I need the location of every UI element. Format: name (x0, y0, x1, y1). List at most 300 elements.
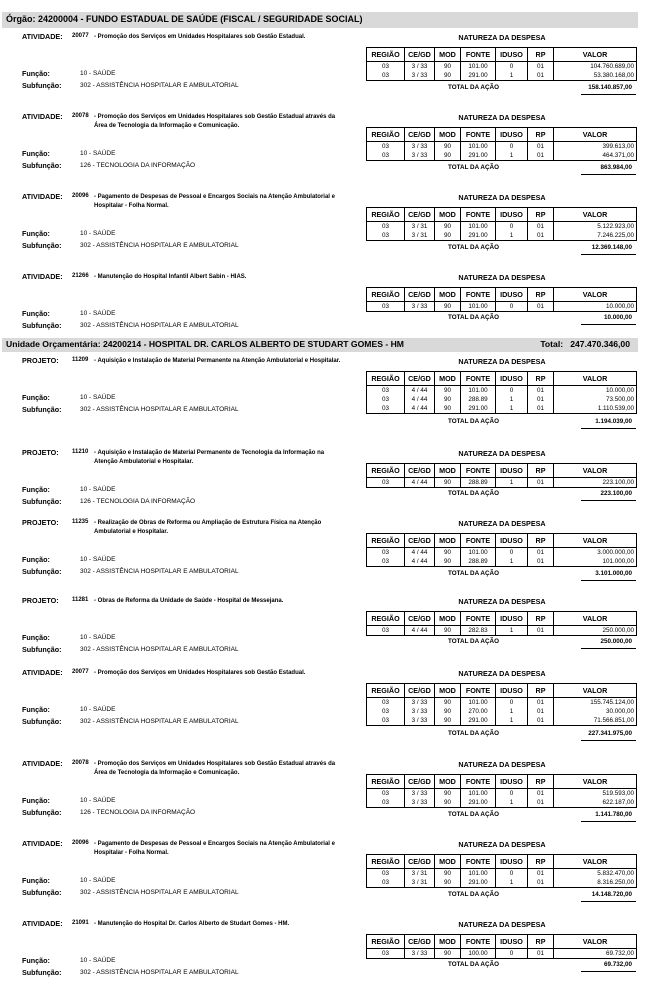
table-cell: 90 (435, 302, 461, 312)
table-cell: 01 (528, 789, 554, 799)
table-cell: 3.000.000,00 (554, 548, 637, 558)
subfuncao-label: Subfunção: (22, 405, 62, 414)
column-header: CE/GD (405, 775, 435, 789)
block-type: ATIVIDADE: (22, 759, 63, 768)
table-cell: 01 (528, 716, 554, 726)
table-cell: 399.613,00 (554, 142, 637, 152)
total-acao-label: TOTAL DA AÇÃO (448, 891, 499, 898)
table-cell: 03 (367, 395, 405, 404)
table-cell: 01 (528, 869, 554, 879)
column-header: FONTE (461, 534, 496, 548)
column-header: FONTE (461, 208, 496, 222)
column-header: MOD (435, 288, 461, 302)
table-cell: 90 (435, 71, 461, 81)
total-acao-label: TOTAL DA AÇÃO (448, 570, 499, 577)
table-cell: 90 (435, 789, 461, 799)
table-cell: 01 (528, 707, 554, 716)
funcao-value: 10 - SAÚDE (80, 310, 116, 317)
funcao-label: Função: (22, 69, 50, 78)
subfuncao-value: 302 - ASSISTÊNCIA HOSPITALAR E AMBULATORIAL (80, 969, 239, 976)
total-acao-label: TOTAL DA AÇÃO (448, 418, 499, 425)
block-code: 11281 (72, 597, 89, 603)
column-header: RP (528, 372, 554, 386)
table-cell: 519.593,00 (554, 789, 637, 799)
column-header: RP (528, 534, 554, 548)
table-cell: 10.000,00 (554, 302, 637, 312)
total-acao-row (366, 960, 636, 971)
table-cell: 223.100,00 (554, 478, 637, 488)
action-block (0, 596, 645, 674)
natureza-heading: NATUREZA DA DESPESA (458, 33, 546, 42)
table-cell: 03 (367, 869, 405, 879)
table-cell: 01 (528, 142, 554, 152)
total-acao-value: 223.100,00 (600, 490, 632, 497)
table-header-row (367, 208, 637, 222)
column-header: CE/GD (405, 534, 435, 548)
subfuncao-value: 126 - TECNOLOGIA DA INFORMAÇÃO (80, 162, 196, 169)
action-block (0, 32, 645, 110)
table-cell: 90 (435, 707, 461, 716)
table-row (367, 869, 637, 879)
column-header: FONTE (461, 128, 496, 142)
table-cell: 0 (496, 789, 528, 799)
column-header: CE/GD (405, 48, 435, 62)
natureza-table (366, 934, 637, 959)
table-cell: 01 (528, 302, 554, 312)
block-type: ATIVIDADE: (22, 192, 63, 201)
total-underline (581, 94, 636, 95)
block-type: ATIVIDADE: (22, 112, 63, 121)
column-header: REGIÃO (367, 935, 405, 949)
table-cell: 90 (435, 878, 461, 888)
total-acao-row (366, 810, 636, 821)
column-header: MOD (435, 684, 461, 698)
table-cell: 270.00 (461, 707, 496, 716)
funcao-value: 10 - SAÚDE (80, 957, 116, 964)
table-row (367, 798, 637, 808)
table-cell: 101.00 (461, 62, 496, 72)
column-header: IDUSO (496, 48, 528, 62)
action-block (0, 356, 645, 434)
table-cell: 03 (367, 71, 405, 81)
table-cell: 101.00 (461, 222, 496, 232)
natureza-heading: NATUREZA DA DESPESA (458, 273, 546, 282)
total-underline (581, 740, 636, 741)
column-header: FONTE (461, 855, 496, 869)
subfuncao-label: Subfunção: (22, 161, 62, 170)
column-header: RP (528, 128, 554, 142)
table-cell: 03 (367, 707, 405, 716)
column-header: CE/GD (405, 288, 435, 302)
block-code: 21091 (72, 920, 89, 926)
natureza-heading: NATUREZA DA DESPESA (458, 669, 546, 678)
table-cell: 0 (496, 698, 528, 708)
total-acao-row (366, 637, 636, 648)
table-cell: 291.00 (461, 151, 496, 161)
table-cell: 291.00 (461, 404, 496, 414)
subfuncao-label: Subfunção: (22, 888, 62, 897)
column-header: RP (528, 464, 554, 478)
total-acao-label: TOTAL DA AÇÃO (448, 638, 499, 645)
column-header: FONTE (461, 612, 496, 626)
total-underline (581, 648, 636, 649)
table-row (367, 789, 637, 799)
table-cell: 90 (435, 142, 461, 152)
table-header-row (367, 534, 637, 548)
table-header-row (367, 48, 637, 62)
block-code: 11210 (72, 449, 89, 455)
table-cell: 0 (496, 386, 528, 396)
subfuncao-label: Subfunção: (22, 567, 62, 576)
table-cell: 73.500,00 (554, 395, 637, 404)
natureza-table (366, 207, 637, 241)
natureza-heading: NATUREZA DA DESPESA (458, 920, 546, 929)
column-header: CE/GD (405, 208, 435, 222)
funcao-label: Função: (22, 956, 50, 965)
subfuncao-label: Subfunção: (22, 968, 62, 977)
subfuncao-label: Subfunção: (22, 81, 62, 90)
natureza-table (366, 533, 637, 567)
column-header: MOD (435, 372, 461, 386)
total-acao-row (366, 569, 636, 580)
table-cell: 0 (496, 548, 528, 558)
column-header: FONTE (461, 372, 496, 386)
orgao-header (2, 12, 638, 28)
column-header: VALOR (554, 208, 637, 222)
column-header: VALOR (554, 935, 637, 949)
table-cell: 101.000,00 (554, 557, 637, 567)
column-header: CE/GD (405, 935, 435, 949)
table-cell: 03 (367, 698, 405, 708)
table-cell: 03 (367, 478, 405, 488)
natureza-heading: NATUREZA DA DESPESA (458, 760, 546, 769)
table-cell: 7.246.225,00 (554, 231, 637, 241)
total-underline (581, 500, 636, 501)
total-acao-label: TOTAL DA AÇÃO (448, 244, 499, 251)
table-row (367, 395, 637, 404)
block-code: 20077 (72, 33, 89, 39)
table-cell: 291.00 (461, 71, 496, 81)
total-underline (581, 971, 636, 972)
funcao-value: 10 - SAÚDE (80, 877, 116, 884)
table-cell: 3 / 33 (405, 949, 435, 959)
funcao-value: 10 - SAÚDE (80, 486, 116, 493)
unidade-total-value: 247.470.346,00 (570, 339, 630, 349)
block-type: PROJETO: (22, 518, 59, 527)
table-row (367, 949, 637, 959)
total-underline (581, 428, 636, 429)
natureza-heading: NATUREZA DA DESPESA (458, 519, 546, 528)
total-acao-label: TOTAL DA AÇÃO (448, 730, 499, 737)
block-description: - Manutenção do Hospital Infantil Albert Sabin - HIAS. (94, 274, 247, 280)
table-cell: 90 (435, 478, 461, 488)
total-acao-value: 69.732,00 (603, 961, 632, 968)
table-cell: 100.00 (461, 949, 496, 959)
table-cell: 1 (496, 395, 528, 404)
table-header-row (367, 128, 637, 142)
total-underline (581, 254, 636, 255)
table-row (367, 142, 637, 152)
table-cell: 3 / 33 (405, 789, 435, 799)
total-underline (581, 174, 636, 175)
natureza-heading: NATUREZA DA DESPESA (458, 597, 546, 606)
funcao-label: Função: (22, 633, 50, 642)
table-cell: 90 (435, 62, 461, 72)
column-header: FONTE (461, 48, 496, 62)
table-cell: 90 (435, 626, 461, 636)
table-cell: 101.00 (461, 302, 496, 312)
column-header: MOD (435, 128, 461, 142)
subfuncao-label: Subfunção: (22, 717, 62, 726)
total-acao-value: 1.194.039,00 (595, 418, 632, 425)
table-row (367, 404, 637, 414)
column-header: IDUSO (496, 534, 528, 548)
table-cell: 4 / 44 (405, 626, 435, 636)
table-header-row (367, 372, 637, 386)
column-header: REGIÃO (367, 48, 405, 62)
natureza-table (366, 774, 637, 808)
funcao-value: 10 - SAÚDE (80, 634, 116, 641)
natureza-table (366, 611, 637, 636)
block-type: ATIVIDADE: (22, 839, 63, 848)
column-header: IDUSO (496, 208, 528, 222)
table-cell: 90 (435, 698, 461, 708)
total-acao-row (366, 313, 636, 324)
total-acao-value: 14.148.720,00 (591, 891, 632, 898)
table-cell: 01 (528, 548, 554, 558)
column-header: FONTE (461, 464, 496, 478)
total-underline (581, 901, 636, 902)
table-cell: 3 / 31 (405, 878, 435, 888)
column-header: CE/GD (405, 464, 435, 478)
column-header: VALOR (554, 612, 637, 626)
column-header: IDUSO (496, 372, 528, 386)
action-block (0, 919, 645, 997)
total-acao-label: TOTAL DA AÇÃO (448, 811, 499, 818)
total-acao-value: 250.000,00 (600, 638, 632, 645)
table-cell: 01 (528, 222, 554, 232)
subfuncao-value: 302 - ASSISTÊNCIA HOSPITALAR E AMBULATORIAL (80, 646, 239, 653)
table-cell: 1 (496, 878, 528, 888)
table-cell: 90 (435, 231, 461, 241)
column-header: VALOR (554, 372, 637, 386)
table-cell: 03 (367, 151, 405, 161)
block-type: ATIVIDADE: (22, 272, 63, 281)
block-code: 11235 (72, 519, 89, 525)
table-cell: 8.316.250,00 (554, 878, 637, 888)
table-cell: 1 (496, 404, 528, 414)
table-cell: 0 (496, 302, 528, 312)
column-header: IDUSO (496, 855, 528, 869)
table-header-row (367, 855, 637, 869)
table-cell: 288.89 (461, 478, 496, 488)
natureza-table (366, 854, 637, 888)
block-description: - Aquisição e Instalação de Material Permanente de Tecnologia da Informação na Atenção Ambulatorial e Hospitalar. (94, 450, 325, 465)
table-cell: 03 (367, 142, 405, 152)
funcao-label: Função: (22, 555, 50, 564)
total-acao-row (366, 417, 636, 428)
column-header: MOD (435, 612, 461, 626)
subfuncao-label: Subfunção: (22, 808, 62, 817)
table-row (367, 878, 637, 888)
funcao-label: Função: (22, 705, 50, 714)
table-cell: 3 / 33 (405, 698, 435, 708)
table-cell: 291.00 (461, 231, 496, 241)
table-cell: 90 (435, 798, 461, 808)
natureza-table (366, 127, 637, 161)
table-cell: 01 (528, 478, 554, 488)
unidade-title: Unidade Orçamentária: 24200214 - HOSPITAL DR. CARLOS ALBERTO DE STUDART GOMES - HM (6, 339, 404, 349)
total-underline (581, 580, 636, 581)
table-cell: 0 (496, 949, 528, 959)
table-cell: 90 (435, 869, 461, 879)
table-row (367, 71, 637, 81)
table-cell: 464.371,00 (554, 151, 637, 161)
column-header: RP (528, 775, 554, 789)
action-block (0, 759, 645, 837)
natureza-heading: NATUREZA DA DESPESA (458, 193, 546, 202)
table-cell: 01 (528, 557, 554, 567)
action-block (0, 112, 645, 190)
table-cell: 03 (367, 949, 405, 959)
table-cell: 01 (528, 798, 554, 808)
funcao-label: Função: (22, 149, 50, 158)
block-description: - Manutenção do Hospital Dr. Carlos Alberto de Studart Gomes - HM. (94, 921, 290, 927)
column-header: REGIÃO (367, 684, 405, 698)
table-row (367, 626, 637, 636)
table-cell: 101.00 (461, 869, 496, 879)
column-header: FONTE (461, 288, 496, 302)
table-cell: 5.832.470,00 (554, 869, 637, 879)
table-cell: 03 (367, 222, 405, 232)
column-header: REGIÃO (367, 612, 405, 626)
column-header: VALOR (554, 464, 637, 478)
block-description: - Promoção dos Serviços em Unidades Hospitalares sob Gestão Estadual. (94, 670, 306, 676)
natureza-heading: NATUREZA DA DESPESA (458, 449, 546, 458)
funcao-value: 10 - SAÚDE (80, 230, 116, 237)
table-cell: 3 / 33 (405, 798, 435, 808)
action-block (0, 192, 645, 270)
table-row (367, 222, 637, 232)
table-cell: 101.00 (461, 548, 496, 558)
total-acao-value: 863.984,00 (600, 164, 632, 171)
funcao-label: Função: (22, 796, 50, 805)
total-acao-label: TOTAL DA AÇÃO (448, 314, 499, 321)
funcao-label: Função: (22, 876, 50, 885)
block-description: - Realização de Obras de Reforma ou Ampliação de Estrutura Física na Atenção Ambulatorial e Hospitalar. (94, 520, 322, 535)
natureza-table (366, 287, 637, 312)
block-code: 11209 (72, 357, 89, 363)
funcao-value: 10 - SAÚDE (80, 797, 116, 804)
total-underline (581, 821, 636, 822)
funcao-label: Função: (22, 229, 50, 238)
table-cell: 1 (496, 231, 528, 241)
column-header: MOD (435, 855, 461, 869)
table-cell: 10.000,00 (554, 386, 637, 396)
funcao-value: 10 - SAÚDE (80, 706, 116, 713)
table-cell: 01 (528, 878, 554, 888)
column-header: MOD (435, 534, 461, 548)
table-cell: 1 (496, 557, 528, 567)
column-header: CE/GD (405, 684, 435, 698)
column-header: VALOR (554, 775, 637, 789)
table-cell: 291.00 (461, 878, 496, 888)
table-row (367, 231, 637, 241)
table-row (367, 62, 637, 72)
total-acao-value: 1.141.780,00 (595, 811, 632, 818)
table-cell: 03 (367, 302, 405, 312)
table-cell: 282.83 (461, 626, 496, 636)
natureza-table (366, 463, 637, 488)
total-acao-value: 3.101.000,00 (595, 570, 632, 577)
column-header: FONTE (461, 935, 496, 949)
table-cell: 4 / 44 (405, 478, 435, 488)
action-block (0, 668, 645, 746)
column-header: RP (528, 288, 554, 302)
table-cell: 90 (435, 222, 461, 232)
table-cell: 3 / 33 (405, 151, 435, 161)
table-cell: 288.89 (461, 395, 496, 404)
action-block (0, 839, 645, 917)
block-description: - Pagamento de Despesas de Pessoal e Encargos Sociais na Atenção Ambulatorial e Hospitalar - Folha Normal. (94, 194, 335, 209)
table-cell: 1 (496, 707, 528, 716)
table-cell: 1 (496, 478, 528, 488)
table-header-row (367, 612, 637, 626)
table-cell: 3 / 33 (405, 707, 435, 716)
table-cell: 1.110.539,00 (554, 404, 637, 414)
table-cell: 71.566.851,00 (554, 716, 637, 726)
total-acao-value: 227.341.975,00 (588, 730, 632, 737)
table-header-row (367, 684, 637, 698)
table-cell: 4 / 44 (405, 548, 435, 558)
table-row (367, 302, 637, 312)
total-acao-row (366, 243, 636, 254)
block-code: 20096 (72, 840, 89, 846)
column-header: REGIÃO (367, 128, 405, 142)
table-cell: 291.00 (461, 716, 496, 726)
total-acao-row (366, 83, 636, 94)
column-header: RP (528, 612, 554, 626)
table-cell: 288.89 (461, 557, 496, 567)
column-header: VALOR (554, 288, 637, 302)
table-cell: 3 / 33 (405, 716, 435, 726)
table-cell: 01 (528, 386, 554, 396)
action-block (0, 448, 645, 526)
funcao-value: 10 - SAÚDE (80, 556, 116, 563)
block-description: - Promoção dos Serviços em Unidades Hospitalares sob Gestão Estadual. (94, 34, 306, 40)
table-cell: 03 (367, 798, 405, 808)
subfuncao-value: 302 - ASSISTÊNCIA HOSPITALAR E AMBULATORIAL (80, 242, 239, 249)
subfuncao-value: 302 - ASSISTÊNCIA HOSPITALAR E AMBULATORIAL (80, 568, 239, 575)
funcao-label: Função: (22, 309, 50, 318)
table-cell: 03 (367, 404, 405, 414)
subfuncao-value: 126 - TECNOLOGIA DA INFORMAÇÃO (80, 498, 196, 505)
table-cell: 0 (496, 222, 528, 232)
table-cell: 90 (435, 548, 461, 558)
block-code: 20096 (72, 193, 89, 199)
total-acao-label: TOTAL DA AÇÃO (448, 490, 499, 497)
table-cell: 4 / 44 (405, 404, 435, 414)
column-header: RP (528, 208, 554, 222)
table-cell: 03 (367, 789, 405, 799)
total-acao-row (366, 163, 636, 174)
column-header: REGIÃO (367, 288, 405, 302)
column-header: REGIÃO (367, 464, 405, 478)
total-acao-row (366, 890, 636, 901)
table-cell: 3 / 31 (405, 231, 435, 241)
table-cell: 0 (496, 62, 528, 72)
block-code: 20078 (72, 113, 89, 119)
